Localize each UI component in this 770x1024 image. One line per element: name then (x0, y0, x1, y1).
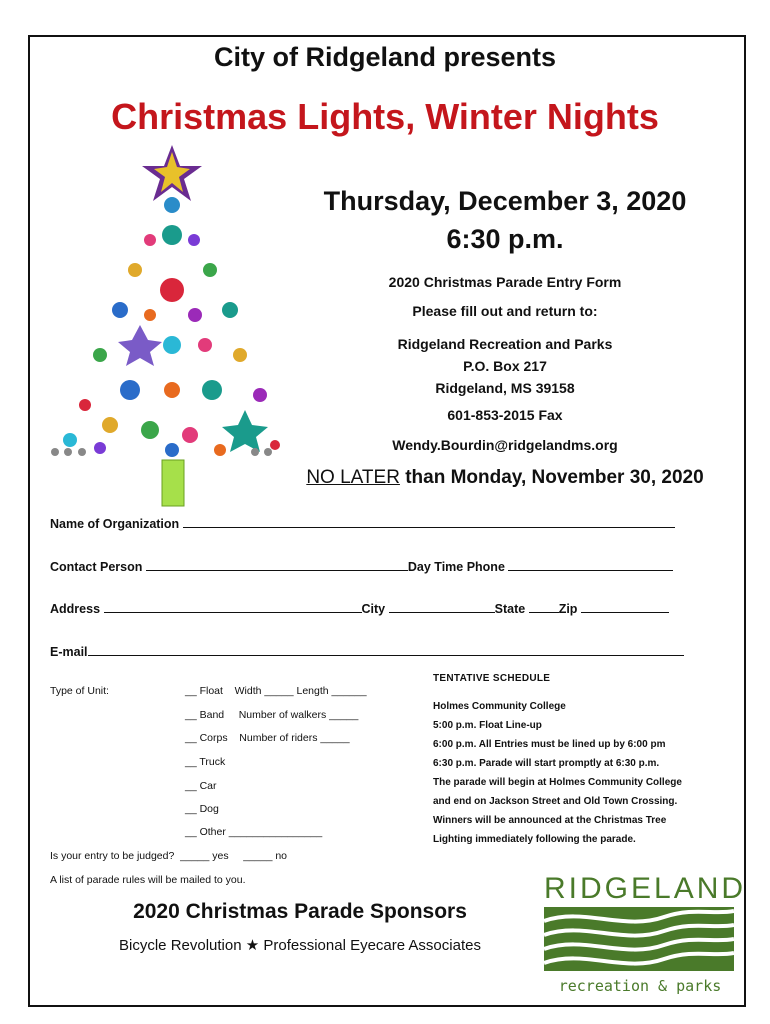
ridgeland-logo (544, 872, 747, 995)
city-label: City (361, 602, 386, 616)
return-fax: 601-853-2015 Fax (447, 407, 563, 423)
unit-type-label: Type of Unit: (50, 685, 109, 697)
phone-field[interactable] (508, 558, 673, 571)
schedule-line: The parade will begin at Holmes Community College (433, 777, 682, 788)
unit-option-dog[interactable]: __ Dog (185, 803, 219, 815)
schedule-line: 5:00 p.m. Float Line-up (433, 720, 542, 731)
event-date-block (285, 182, 725, 258)
deadline-underlined: NO LATER (306, 467, 400, 488)
unit-option-truck[interactable]: __ Truck (185, 756, 226, 768)
form-title: 2020 Christmas Parade Entry Form (388, 274, 622, 290)
zip-field[interactable] (581, 600, 669, 613)
judged-question[interactable]: Is your entry to be judged? _____ yes _____ no (50, 850, 287, 862)
zip-label: Zip (558, 602, 578, 616)
organization-row (50, 515, 675, 531)
return-email: Wendy.Bourdin@ridgelandms.org (392, 437, 618, 453)
schedule-list (433, 697, 743, 849)
unit-option-band[interactable]: __ Band Number of walkers _____ (185, 709, 359, 721)
email-row (50, 643, 684, 659)
christmas-tree-illustration (40, 140, 290, 510)
phone-label: Day Time Phone (407, 560, 505, 574)
event-time: 6:30 p.m. (446, 224, 564, 254)
logo-tagline: recreation & parks (558, 977, 722, 995)
organization-field[interactable] (183, 515, 675, 528)
unit-option-car[interactable]: __ Car (185, 780, 217, 792)
presents-heading: City of Ridgeland presents (213, 42, 557, 72)
address-row (50, 600, 669, 616)
email-label: E-mail (50, 645, 88, 659)
logo-waves-graphic (544, 907, 734, 971)
logo-name: RIDGELAND (544, 872, 747, 905)
unit-option-other[interactable]: __ Other ________________ (185, 826, 323, 838)
event-date: Thursday, December 3, 2020 (323, 186, 687, 216)
deadline-rest: than Monday, November 30, 2020 (399, 467, 704, 488)
sponsors-title: 2020 Christmas Parade Sponsors (133, 900, 467, 923)
schedule-line: and end on Jackson Street and Old Town Crossing. (433, 796, 678, 807)
tree-ornaments (51, 197, 280, 457)
unit-option-corps[interactable]: __ Corps Number of riders _____ (185, 732, 350, 744)
schedule-line: Winners will be announced at the Christmas Tree (433, 815, 667, 826)
organization-label: Name of Organization (50, 517, 180, 531)
return-city-state: Ridgeland, MS 39158 (435, 380, 575, 396)
rules-note: A list of parade rules will be mailed to you. (50, 874, 246, 886)
schedule-line: 6:30 p.m. Parade will start promptly at 6:30 p.m. (433, 758, 660, 769)
schedule-line: 6:00 p.m. All Entries must be lined up by 6:00 pm (433, 739, 666, 750)
return-po-box: P.O. Box 217 (463, 358, 547, 374)
event-title: Christmas Lights, Winter Nights (111, 96, 659, 137)
unit-option-float[interactable]: __ Float Width _____ Length ______ (185, 685, 367, 697)
return-instruction: Please fill out and return to: (412, 303, 598, 319)
sponsors-list: Bicycle Revolution ★ Professional Eyecare Associates (119, 937, 481, 954)
email-field[interactable] (88, 643, 684, 656)
address-label: Address (50, 602, 101, 616)
city-field[interactable] (389, 600, 495, 613)
state-field[interactable] (529, 600, 559, 613)
contact-label: Contact Person (50, 560, 143, 574)
return-address (300, 333, 710, 399)
address-field[interactable] (104, 600, 362, 613)
contact-row (50, 558, 673, 574)
state-label: State (494, 602, 526, 616)
schedule-heading: TENTATIVE SCHEDULE (433, 673, 551, 684)
deadline (260, 467, 750, 489)
contact-field[interactable] (146, 558, 408, 571)
schedule-line: Lighting immediately following the parade. (433, 834, 636, 845)
return-org: Ridgeland Recreation and Parks (397, 336, 613, 352)
schedule-line: Holmes Community College (433, 701, 566, 712)
